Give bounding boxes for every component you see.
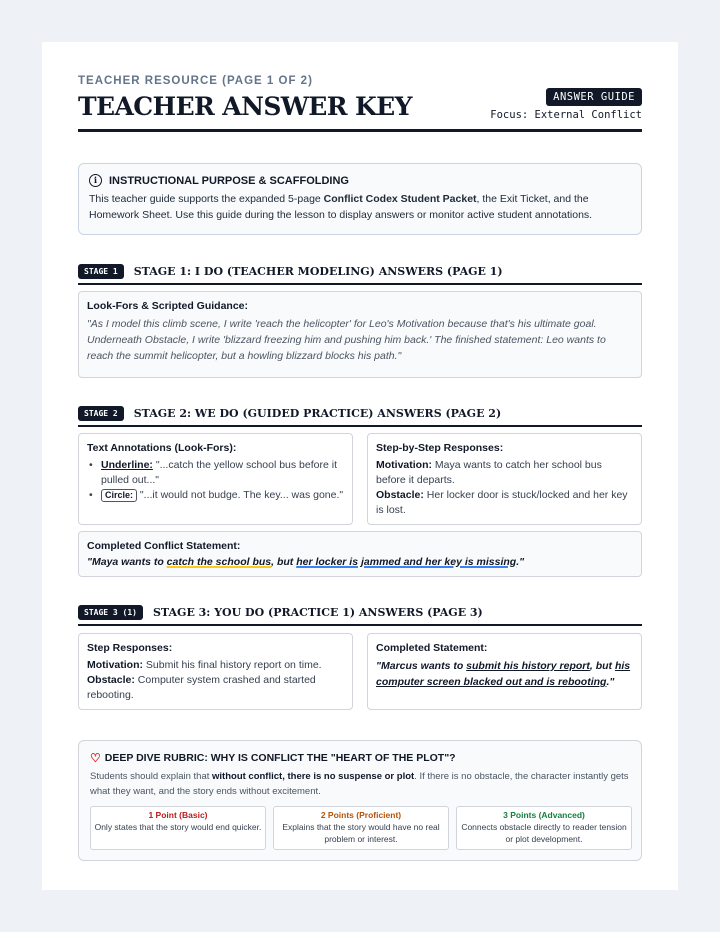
rubric-heading xyxy=(90,751,630,765)
rubric-title: DEEP DIVE RUBRIC: WHY IS CONFLICT THE "HEART OF THE PLOT"? xyxy=(104,752,456,764)
purpose-text-post: , the Exit Ticket, and the Homework Sheet. Use this guide during the lesson to display answers or monitor active student annotations. xyxy=(89,193,593,221)
obstacle-label: Obstacle: xyxy=(376,489,424,501)
stage-1-badge: STAGE 1 xyxy=(78,264,124,279)
text-annotations-box xyxy=(78,433,353,525)
stage-3-obstacle-answer xyxy=(87,673,344,703)
statement-part: , but xyxy=(589,660,615,672)
rubric-text-post: . If there is no obstacle, the character instantly gets what they want, and the story ends without excitement. xyxy=(90,771,629,797)
annotation-list xyxy=(87,458,344,503)
obstacle-highlight: his computer screen blacked out and is rebooting xyxy=(376,660,631,688)
rubric-level-1 xyxy=(90,806,266,850)
focus-label: Focus: External Conflict xyxy=(490,109,642,121)
circle-text: "...it would not budge. The key... was gone." xyxy=(137,489,344,501)
annotation-circle xyxy=(87,488,344,503)
level-desc: Only states that the story would end quicker. xyxy=(94,822,262,832)
obstacle-text: Computer system crashed and started rebooting. xyxy=(87,674,316,701)
annotations-label: Text Annotations (Look-Fors): xyxy=(87,442,237,454)
conflict-statement-box xyxy=(78,531,642,577)
purpose-text-bold: Conflict Codex Student Packet xyxy=(323,193,477,205)
stage-3-motivation-answer xyxy=(87,658,344,673)
motivation-text: Submit his final history report on time. xyxy=(143,659,322,671)
purpose-text-pre: This teacher guide supports the expanded 5-page xyxy=(89,193,324,205)
stage-3-header xyxy=(78,605,642,626)
motivation-label: Motivation: xyxy=(376,459,432,471)
steps-label: Step-by-Step Responses: xyxy=(376,442,504,454)
purpose-heading xyxy=(89,174,631,187)
obstacle-text: Her locker door is stuck/locked and her key is lost. xyxy=(376,489,628,516)
heart-icon: ♡ xyxy=(90,751,101,765)
resource-eyebrow: TEACHER RESOURCE (PAGE 1 OF 2) xyxy=(78,75,313,87)
rubric-levels xyxy=(90,806,632,850)
purpose-text xyxy=(89,191,631,223)
statement-label: Completed Conflict Statement: xyxy=(87,540,241,552)
stage-3-badge: STAGE 3 (1) xyxy=(78,605,143,620)
level-name: 2 Points (Proficient) xyxy=(320,810,402,820)
rubric-text-pre: Students should explain that xyxy=(90,771,213,782)
underline-text: "...catch the yellow school bus before it pulled out..." xyxy=(101,459,337,486)
statement-part: "Marcus wants to xyxy=(376,660,467,672)
rubric-level-3 xyxy=(456,806,632,850)
statement-part: "Maya wants to xyxy=(87,556,167,568)
statement-part: ." xyxy=(516,556,525,568)
motivation-highlight: submit his history report xyxy=(466,660,590,672)
title-divider xyxy=(78,129,642,132)
obstacle-label: Obstacle: xyxy=(87,674,135,686)
deep-dive-rubric xyxy=(78,740,642,861)
rubric-level-2 xyxy=(273,806,449,850)
motivation-text: Maya wants to catch her school bus before it departs. xyxy=(376,459,602,486)
level-name: 3 Points (Advanced) xyxy=(503,810,585,820)
answer-key-page xyxy=(42,42,678,890)
page-title: TEACHER ANSWER KEY xyxy=(78,92,412,121)
level-desc: Connects obstacle directly to reader tension or plot development. xyxy=(461,822,627,844)
rubric-text-bold: without conflict, there is no suspense or plot xyxy=(212,771,415,782)
stage-1-guidance-box xyxy=(78,291,642,378)
underline-tag: Underline: xyxy=(101,459,153,471)
statement-part: ." xyxy=(606,676,615,688)
stage-3-statement xyxy=(376,658,633,690)
step-responses-box xyxy=(367,433,642,525)
statement-part: , but xyxy=(271,556,297,568)
info-icon: i xyxy=(89,174,102,187)
obstacle-answer xyxy=(376,488,633,518)
stage-3-statement-box xyxy=(367,633,642,710)
scripted-guidance-quote: "As I model this climb scene, I write 'reach the helicopter' for Leo's Motivation because that's his ultimate goal. Underneath Obstacle, I write 'blizzard freezing him and pushing him back.' The finished statement: Leo wants to reach the summit helicopter, but a howling blizzard blocks his path." xyxy=(87,318,606,362)
stage-2-badge: STAGE 2 xyxy=(78,406,124,421)
motivation-answer xyxy=(376,458,633,488)
answer-guide-badge: ANSWER GUIDE xyxy=(546,88,642,106)
annotation-underline xyxy=(87,458,344,488)
stage-1-title: STAGE 1: I DO (TEACHER MODELING) ANSWERS (PAGE 1) xyxy=(133,265,503,278)
circle-tag: Circle: xyxy=(101,489,137,502)
stage-1-header xyxy=(78,264,642,285)
stage-3-statement-label: Completed Statement: xyxy=(376,642,488,654)
stage-3-title: STAGE 3: YOU DO (PRACTICE 1) ANSWERS (PAGE 3) xyxy=(152,606,483,619)
stage-2-title: STAGE 2: WE DO (GUIDED PRACTICE) ANSWERS (PAGE 2) xyxy=(133,407,502,420)
conflict-statement xyxy=(87,556,633,568)
rubric-description xyxy=(90,769,630,799)
stage-3-steps-label: Step Responses: xyxy=(87,642,173,654)
look-fors-label: Look-Fors & Scripted Guidance: xyxy=(87,300,249,312)
level-name: 1 Point (Basic) xyxy=(148,810,208,820)
level-desc: Explains that the story would have no real problem or interest. xyxy=(282,822,440,844)
instructional-purpose-card xyxy=(78,163,642,235)
purpose-title: INSTRUCTIONAL PURPOSE & SCAFFOLDING xyxy=(109,174,349,187)
obstacle-highlight: her locker is jammed and her key is missing xyxy=(296,556,517,568)
stage-2-header xyxy=(78,406,642,427)
motivation-highlight: catch the school bus xyxy=(166,556,272,568)
motivation-label: Motivation: xyxy=(87,659,143,671)
stage-3-step-responses-box xyxy=(78,633,353,710)
